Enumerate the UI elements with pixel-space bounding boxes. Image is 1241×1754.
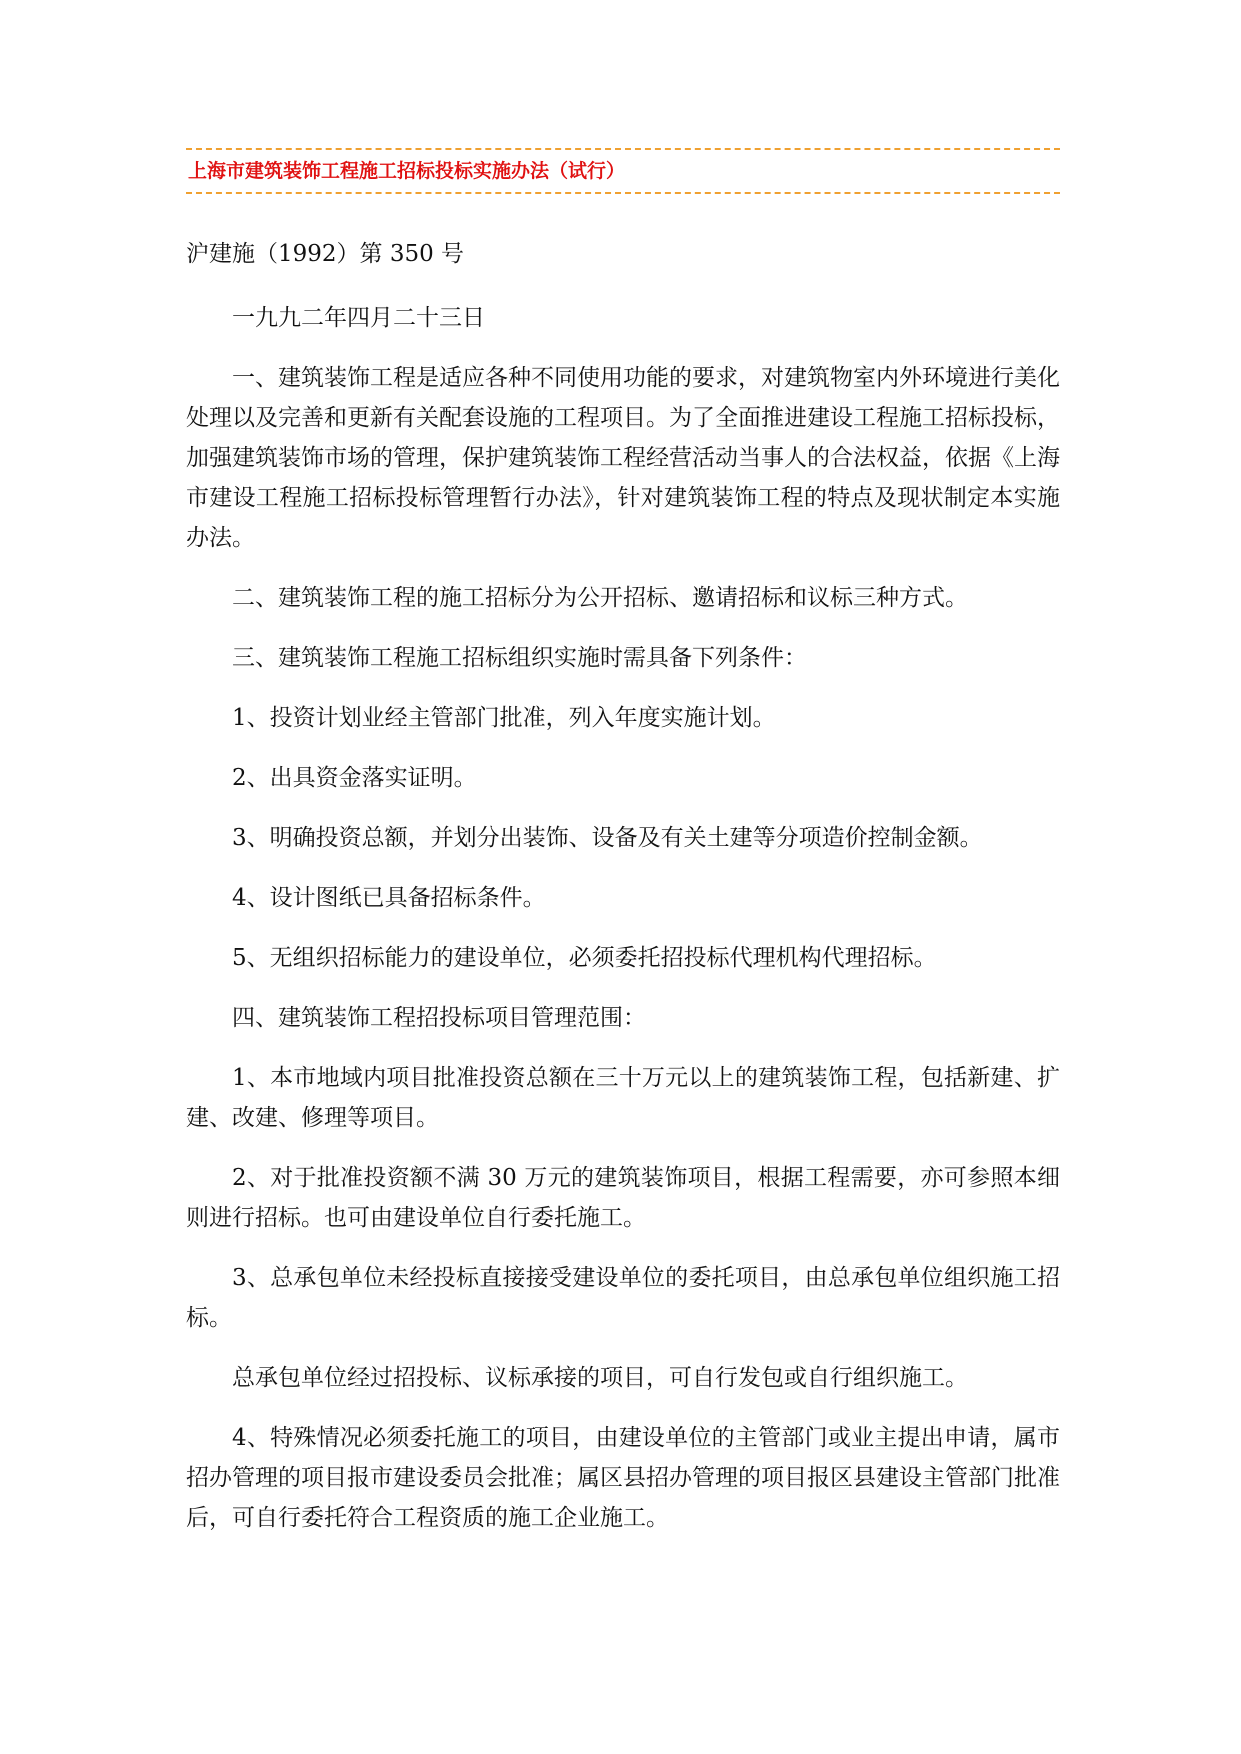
top-dashed-rule: [186, 148, 1060, 150]
paragraph-4: 四、建筑装饰工程招投标项目管理范围：: [232, 1005, 646, 1031]
paragraph-2: 二、建筑装饰工程的施工招标分为公开招标、邀请招标和议标三种方式。: [232, 585, 968, 611]
scope-item-3: 3、总承包单位未经投标直接接受建设单位的委托项目，由总承包单位组织施工招标。: [186, 1265, 1060, 1331]
list-item-1: 1、投资计划业经主管部门批准，列入年度实施计划。: [232, 705, 776, 731]
scope-item-4: 4、特殊情况必须委托施工的项目，由建设单位的主管部门或业主提出申请，属市招办管理的项目报市建设委员会批准；属区县招办管理的项目报区县建设主管部门批准后，可自行委托符合工程资质的施工企业施工。: [186, 1425, 1060, 1531]
document-title: 上海市建筑装饰工程施工招标投标实施办法（试行）: [188, 160, 626, 182]
list-item-5: 5、无组织招标能力的建设单位，必须委托招投标代理机构代理招标。: [232, 945, 937, 971]
list-item-3: 3、明确投资总额，并划分出装饰、设备及有关土建等分项造价控制金额。: [232, 825, 983, 851]
doc-date: 一九九二年四月二十三日: [232, 305, 485, 331]
paragraph-1: 一、建筑装饰工程是适应各种不同使用功能的要求，对建筑物室内外环境进行美化处理以及完善和更新有关配套设施的工程项目。为了全面推进建设工程施工招标投标，加强建筑装饰市场的管理，保护建筑装饰工程经营活动当事人的合法权益，依据《上海市建设工程施工招标投标管理暂行办法》，针对建筑装饰工程的特点及现状制定本实施办法。: [186, 365, 1060, 551]
doc-number: 沪建施（1992）第 350 号: [186, 241, 465, 267]
title-block: [186, 148, 1060, 194]
list-item-2: 2、出具资金落实证明。: [232, 765, 477, 791]
paragraph-3: 三、建筑装饰工程施工招标组织实施时需具备下列条件：: [232, 645, 807, 671]
list-item-4: 4、设计图纸已具备招标条件。: [232, 885, 546, 911]
scope-item-2: 2、对于批准投资额不满 30 万元的建筑装饰项目，根据工程需要，亦可参照本细则进行招标。也可由建设单位自行委托施工。: [186, 1165, 1060, 1231]
scope-item-1: 1、本市地域内项目批准投资总额在三十万元以上的建筑装饰工程，包括新建、扩建、改建、修理等项目。: [186, 1065, 1060, 1131]
bottom-dashed-rule: [186, 192, 1060, 194]
scope-note: 总承包单位经过招投标、议标承接的项目，可自行发包或自行组织施工。: [232, 1365, 968, 1391]
document-body: [186, 234, 1060, 1538]
